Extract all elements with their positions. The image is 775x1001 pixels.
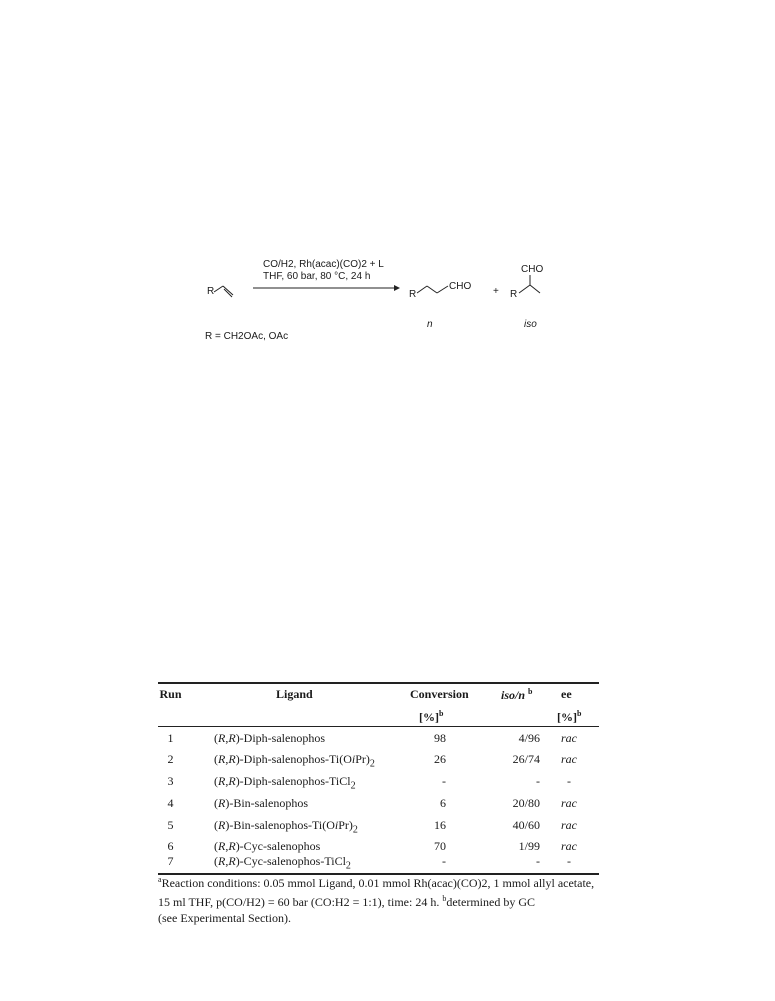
header-conversion: Conversion [410,687,469,701]
conditions-line-2: THF, 60 bar, 80 °C, 24 h [263,271,371,282]
run-cell: 3 [167,774,174,788]
conversion-cell: 16 [434,818,446,832]
label-iso: iso [524,319,537,330]
reaction-scheme [195,255,585,355]
header-run: Run [159,687,182,701]
table-top-rule [158,682,599,684]
ee-cell: rac [561,796,577,810]
ee-cell: rac [561,839,577,853]
ligand-cell: (R,R)-Diph-salenophos-TiCl$_2$ [214,774,356,792]
ee-cell: rac [561,752,577,766]
iso-n-cell: 1/99 [518,839,540,853]
run-cell: 4 [167,796,174,810]
footnote-line-3: (see Experimental Section). [158,911,291,925]
ligand-cell: (R,R)-Cyc-salenophos-TiCl$_2$ [214,854,351,872]
r-definition: R = CH2OAc, OAc [205,331,289,342]
product-iso-cho-label: CHO [521,264,544,275]
conversion-cell: 70 [434,839,446,853]
table-footnote [158,872,608,926]
iso-n-cell: 26/74 [512,752,540,766]
conversion-cell: - [442,854,446,868]
conversion-cell: 98 [434,731,446,745]
conversion-cell: 26 [434,752,446,766]
ligand-cell: (R)-Bin-salenophos [214,796,308,810]
iso-n-cell: 4/96 [518,731,540,745]
header-conversion-unit: [%]$^b$ [419,709,444,724]
table-header-rule [158,726,599,727]
run-cell: 6 [167,839,174,853]
iso-n-cell: - [536,774,540,788]
iso-n-cell: 20/80 [512,796,540,810]
ee-cell: rac [561,818,577,832]
plus-sign: + [493,286,499,297]
header-iso-n: iso/n $^b$ [501,687,533,702]
reactant-r-label: R [207,286,215,297]
footnote-line-1: $^a$Reaction conditions: 0.05 mmol Ligand, 0.01 mmol Rh(acac)(CO)2, 1 mmol allyl acetate, [158,875,595,890]
ligand-cell: $(R,R)-Diph-salenophos-Ti(OiPr)_2$ [214,752,375,770]
run-cell: 5 [167,818,174,832]
run-cell: 2 [167,752,174,766]
iso-n-cell: 40/60 [512,818,540,832]
ee-cell: rac [561,731,577,745]
ligand-cell: (R,R)-Diph-salenophos [214,731,326,745]
ligand-cell: (R,R)-Cyc-salenophos [214,839,321,853]
conversion-cell: - [442,774,446,788]
iso-n-cell: - [536,854,540,868]
ligand-cell: $(R)-Bin-salenophos-Ti(OiPr)_2$ [214,818,358,836]
header-ee: ee [561,687,572,701]
product-n-r-label: R [409,289,417,300]
run-cell: 7 [167,854,174,868]
ee-cell: - [567,854,571,868]
footnote-line-2: 15 ml THF, p(CO/H2) = 60 bar (CO:H2 = 1:1), time: 24 h. $^b$determined by GC [158,894,535,909]
ee-cell: - [567,774,571,788]
label-n: n [427,319,433,330]
conversion-cell: 6 [440,796,446,810]
product-iso-r-label: R [510,289,518,300]
header-ligand: Ligand [276,687,313,701]
header-ee-unit: [%]$^b$ [557,709,582,724]
conditions-line-1: CO/H2, Rh(acac)(CO)2 + L [263,259,384,270]
run-cell: 1 [167,731,174,745]
product-n-cho-label: CHO [449,281,472,292]
